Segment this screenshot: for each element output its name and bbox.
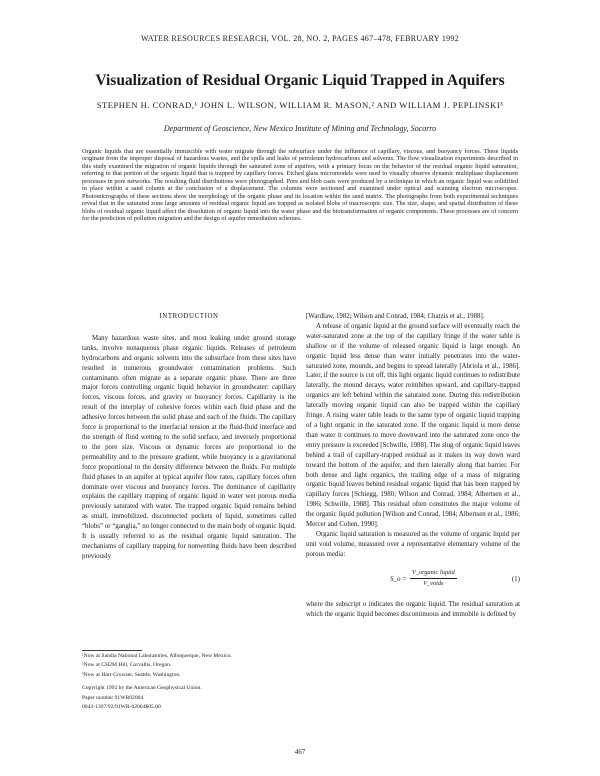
running-head: WATER RESOURCES RESEARCH, VOL. 28, NO. 2, PAGES 467–478, FEBRUARY 1992 [140,34,460,43]
footnotes [82,650,296,713]
equation-fraction [410,568,457,589]
page-number: 467 [294,748,306,756]
equation-denominator: V_voids [423,579,444,587]
equation-1 [306,568,520,590]
left-column [82,312,296,562]
footnote-1: ¹Now at Sandia National Laboratories, Albuquerque, New Mexico. [82,653,232,659]
author-affiliation: Department of Geoscience, New Mexico Institute of Mining and Technology, Socorro [163,124,437,133]
paragraph-release: A release of organic liquid at the ground surface will eventually reach the water-saturated zone at the top of the capillary fringe if the water table is shallow or if the volume of released organic liquid is large enough. An organic liquid less dense than water initially penetrates into the water-saturated zone, mounds, and begins to spread laterally [Abriola et al., 1986]. Later, if the source is cut off, this light organic liquid continues to redistribute laterally, the mound decays, water reimbibes upward, and capillary-trapped organics are left behind within the saturated zone. During this redistribution laterally moving organic liquid can also be trapped within the capillary fringe. A rising water table leads to the same type of organic liquid trapping of a light organic in the saturated zone. If the organic liquid is more dense than water it continues to move downward into the saturated zone once the entry pressure is exceeded [Schwille, 1988]. The slug of organic liquid leaves behind a trail of capillary-trapped residual as it makes its way down ward toward the bottom of the aquifer, and then laterally along that barrier. For both dense and light organics, the trailing edge of a mass of migrating organic liquid leaves behind residual organic liquid that has been trapped by capillary forces [Schiegg, 1980; Wilson and Conrad, 1984; Albertsen et al., 1986; Schwille, 1988]. This residual often constitutes the major volume of the organic liquid pollution [Wilson and Conrad, 1984; Albertsen et al., 1986; Mercer and Cohen, 1990]. [306,322,520,529]
equation-number: (1) [511,574,520,583]
paper-title: Visualization of Residual Organic Liquid Trapped in Aquifers [95,72,505,89]
author-list: STEPHEN H. CONRAD,¹ JOHN L. WILSON, WILLIAM R. MASON,² AND WILLIAM J. PEPLINSKI³ [96,100,504,110]
abstract: Organic liquids that are essentially immiscible with water migrate through the subsurface under the influence of capillary, viscous, and buoyancy forces. These liquids originate from the improper disposal of hazardous wastes, and the spills and leaks of petroleum hydrocarbons and solvents. The flow visualization experiments described in this study examined the migration of organic liquids through the saturated zone of aquifers, with a primary focus on the behavior of the residual organic liquid saturation, referring to that portion of the organic liquid that is trapped by capillary forces. Etched glass micromodels were used to visually observe dynamic multiphase displacement processes in pore networks. The resulting fluid distributions were photographed. Pore and blob casts were produced by a technique in which an organic liquid was solidified in place within a sand column at the conclusion of a displacement. The columns were sectioned and examined under optical and scanning electron microscopes. Photomicrographs of these sections show the morphology of the organic phase and its location within the sand matrix. The photographs from both experimental techniques reveal that in the saturated zone large amounts of residual organic liquid are trapped as isolated blobs of macroscopic size. The size, shape, and spatial distribution of these blobs of residual organic liquid affect the dissolution of organic liquid into the water phase and the biotransformation of organic components. These processes are of concern for the prediction of pollution migration and the design of aquifer remediation schemes. [82,148,518,223]
issn-code: 0043-1397/92/91WR-02064$05.00 [82,704,161,711]
paragraph-saturation: Organic liquid saturation is measured as the volume of organic liquid per unit void volume, measured over a representative elementary volume of the porous media: [306,530,520,558]
paper-number: Paper number 91WR02064. [82,694,145,701]
footnote-rule [82,650,142,651]
copyright-notice: Copyright 1992 by the American Geophysical Union. [82,685,202,692]
equation-lhs: S_o = [390,574,407,583]
introduction-paragraph-1: Many hazardous waste sites, and most leaking under ground storage tanks, involve nonaqueous phase organic liquids. Releases of petroleum hydrocarbons and organic solvents into the subsurface from these sites have resulted in numerous groundwater contamination problems. Such contaminants often migrate as a separate organic phase. There are three major forces controlling organic liquid behavior in groundwater: capillary forces, viscous forces, and gravity or buoyancy forces. Capillarity is the result of the interplay of cohesive forces within each fluid phase and the adhesive forces between the solid phase and each of the fluids. The capillary force is proportional to the interfacial tension at the fluid-fluid interface and the strength of fluid wetting to the solid surface, and inversely proportional to the pore size. Viscous or dynamic forces are proportional to the permeability and to the pressure gradient, while buoyancy is a gravitational force proportional to the density difference between the fluids. For multiple fluid phases in an aquifer at typical aquifer flow rates, capillary forces often dominate over viscous and buoyancy forces. The dominance of capillarity explains the capillary trapping of organic liquid in water wet porous media previously saturated with water. The trapped organic liquid remains behind as small, immobilized, disconnected pockets of liquid, sometimes called “blobs” or “ganglia,” no longer connected to the main body of organic liquid. It is usually referred to as the residual organic liquid saturation. The mechanisms of capillary trapping for nonwetting fluids have been described previously [82,334,296,560]
right-column [306,312,520,619]
footnote-2: ²Now at CH2M Hill, Corvallis, Oregon. [82,662,172,669]
equation-numerator: V_organic liquid [410,568,457,579]
section-heading-introduction: INTRODUCTION [159,313,219,320]
footnote-3: ³Now at Hart-Crowser, Seattle, Washington. [82,671,181,678]
paragraph-continuation: [Wardlaw, 1982; Wilson and Conrad, 1984; Chatzis et al., 1988]. [306,313,485,320]
paragraph-subscript: where the subscript o indicates the organic liquid. The residual saturation at which the organic liquid becomes discontinuous and immobile is defined by [306,600,520,618]
